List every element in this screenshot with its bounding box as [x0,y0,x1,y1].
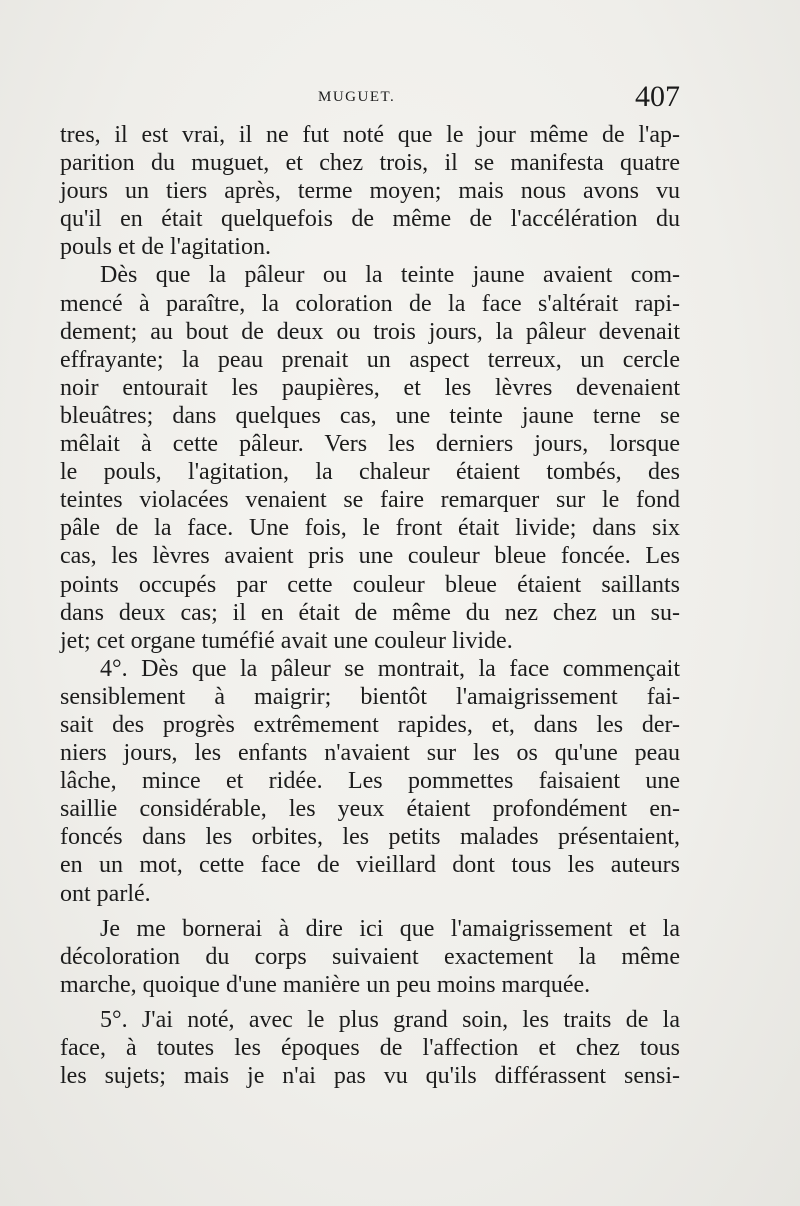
text-line: jet; cet organe tuméfié avait une couleur livide. [60,627,513,654]
body-text [60,121,680,1090]
running-head: MUGUET. [318,89,396,105]
text-line: en un mot, cette face de vieillard dont tous les auteurs [60,852,680,879]
text-line: mêlait à cette pâleur. Vers les derniers jours, lorsque [60,431,680,458]
text-line: sensiblement à maigrir; bientôt l'amaigrissement fai- [60,683,680,710]
paragraph-gap [60,908,680,915]
text-line: qu'il en était quelquefois de même de l'accélération du [60,206,680,233]
text-line: noir entourait les paupières, et les lèvres devenaient [60,374,680,401]
text-line: le pouls, l'agitation, la chaleur étaient tombés, des [60,459,680,486]
text-line: pouls et de l'agitation. [60,234,271,261]
text-line: jours un tiers après, terme moyen; mais nous avons vu [60,178,680,205]
text-line: foncés dans les orbites, les petits malades présentaient, [60,824,680,851]
text-line: les sujets; mais je n'ai pas vu qu'ils différassent sensi- [60,1063,680,1090]
text-line: sait des progrès extrêmement rapides, et, dans les der- [60,711,680,738]
text-line: ont parlé. [60,880,151,907]
text-line: mencé à paraître, la coloration de la face s'altérait rapi- [60,290,680,317]
text-line: pâle de la face. Une fois, le front était livide; dans six [60,515,680,542]
text-line: tres, il est vrai, il ne fut noté que le jour même de l'ap- [60,122,680,148]
text-line: lâche, mince et ridée. Les pommettes faisaient une [60,768,680,795]
text-line: marche, quoique d'une manière un peu moins marquée. [60,971,591,998]
page-header [60,82,680,116]
text-line: parition du muguet, et chez trois, il se manifesta quatre [60,150,680,177]
text-line: points occupés par cette couleur bleue étaient saillants [60,571,680,598]
text-line: cas, les lèvres avaient pris une couleur bleue foncée. Les [60,543,680,570]
page-number: 407 [635,80,680,113]
text-line: face, à toutes les époques de l'affection et chez tous [60,1035,680,1061]
text-line: saillie considérable, les yeux étaient profondément en- [60,796,680,823]
text-line: Dès que la pâleur ou la teinte jaune avaient com- [100,262,680,289]
text-line: 5°. J'ai noté, avec le plus grand soin, les traits de la [100,1006,680,1033]
text-line: dement; au bout de deux ou trois jours, la pâleur devenait [60,318,680,345]
text-line: bleuâtres; dans quelques cas, une teinte jaune terne se [60,402,680,429]
text-line: décoloration du corps suivaient exactement la même [60,943,680,970]
paragraph-gap [60,999,680,1006]
text-line: 4°. Dès que la pâleur se montrait, la face commençait [100,655,680,682]
text-line: effrayante; la peau prenait un aspect terreux, un cercle [60,346,680,373]
text-line: Je me bornerai à dire ici que l'amaigrissement et la [100,915,680,942]
text-line: teintes violacées venaient se faire remarquer sur le fond [60,487,680,514]
text-line: niers jours, les enfants n'avaient sur les os qu'une peau [60,740,680,767]
text-line: dans deux cas; il en était de même du nez chez un su- [60,599,680,626]
